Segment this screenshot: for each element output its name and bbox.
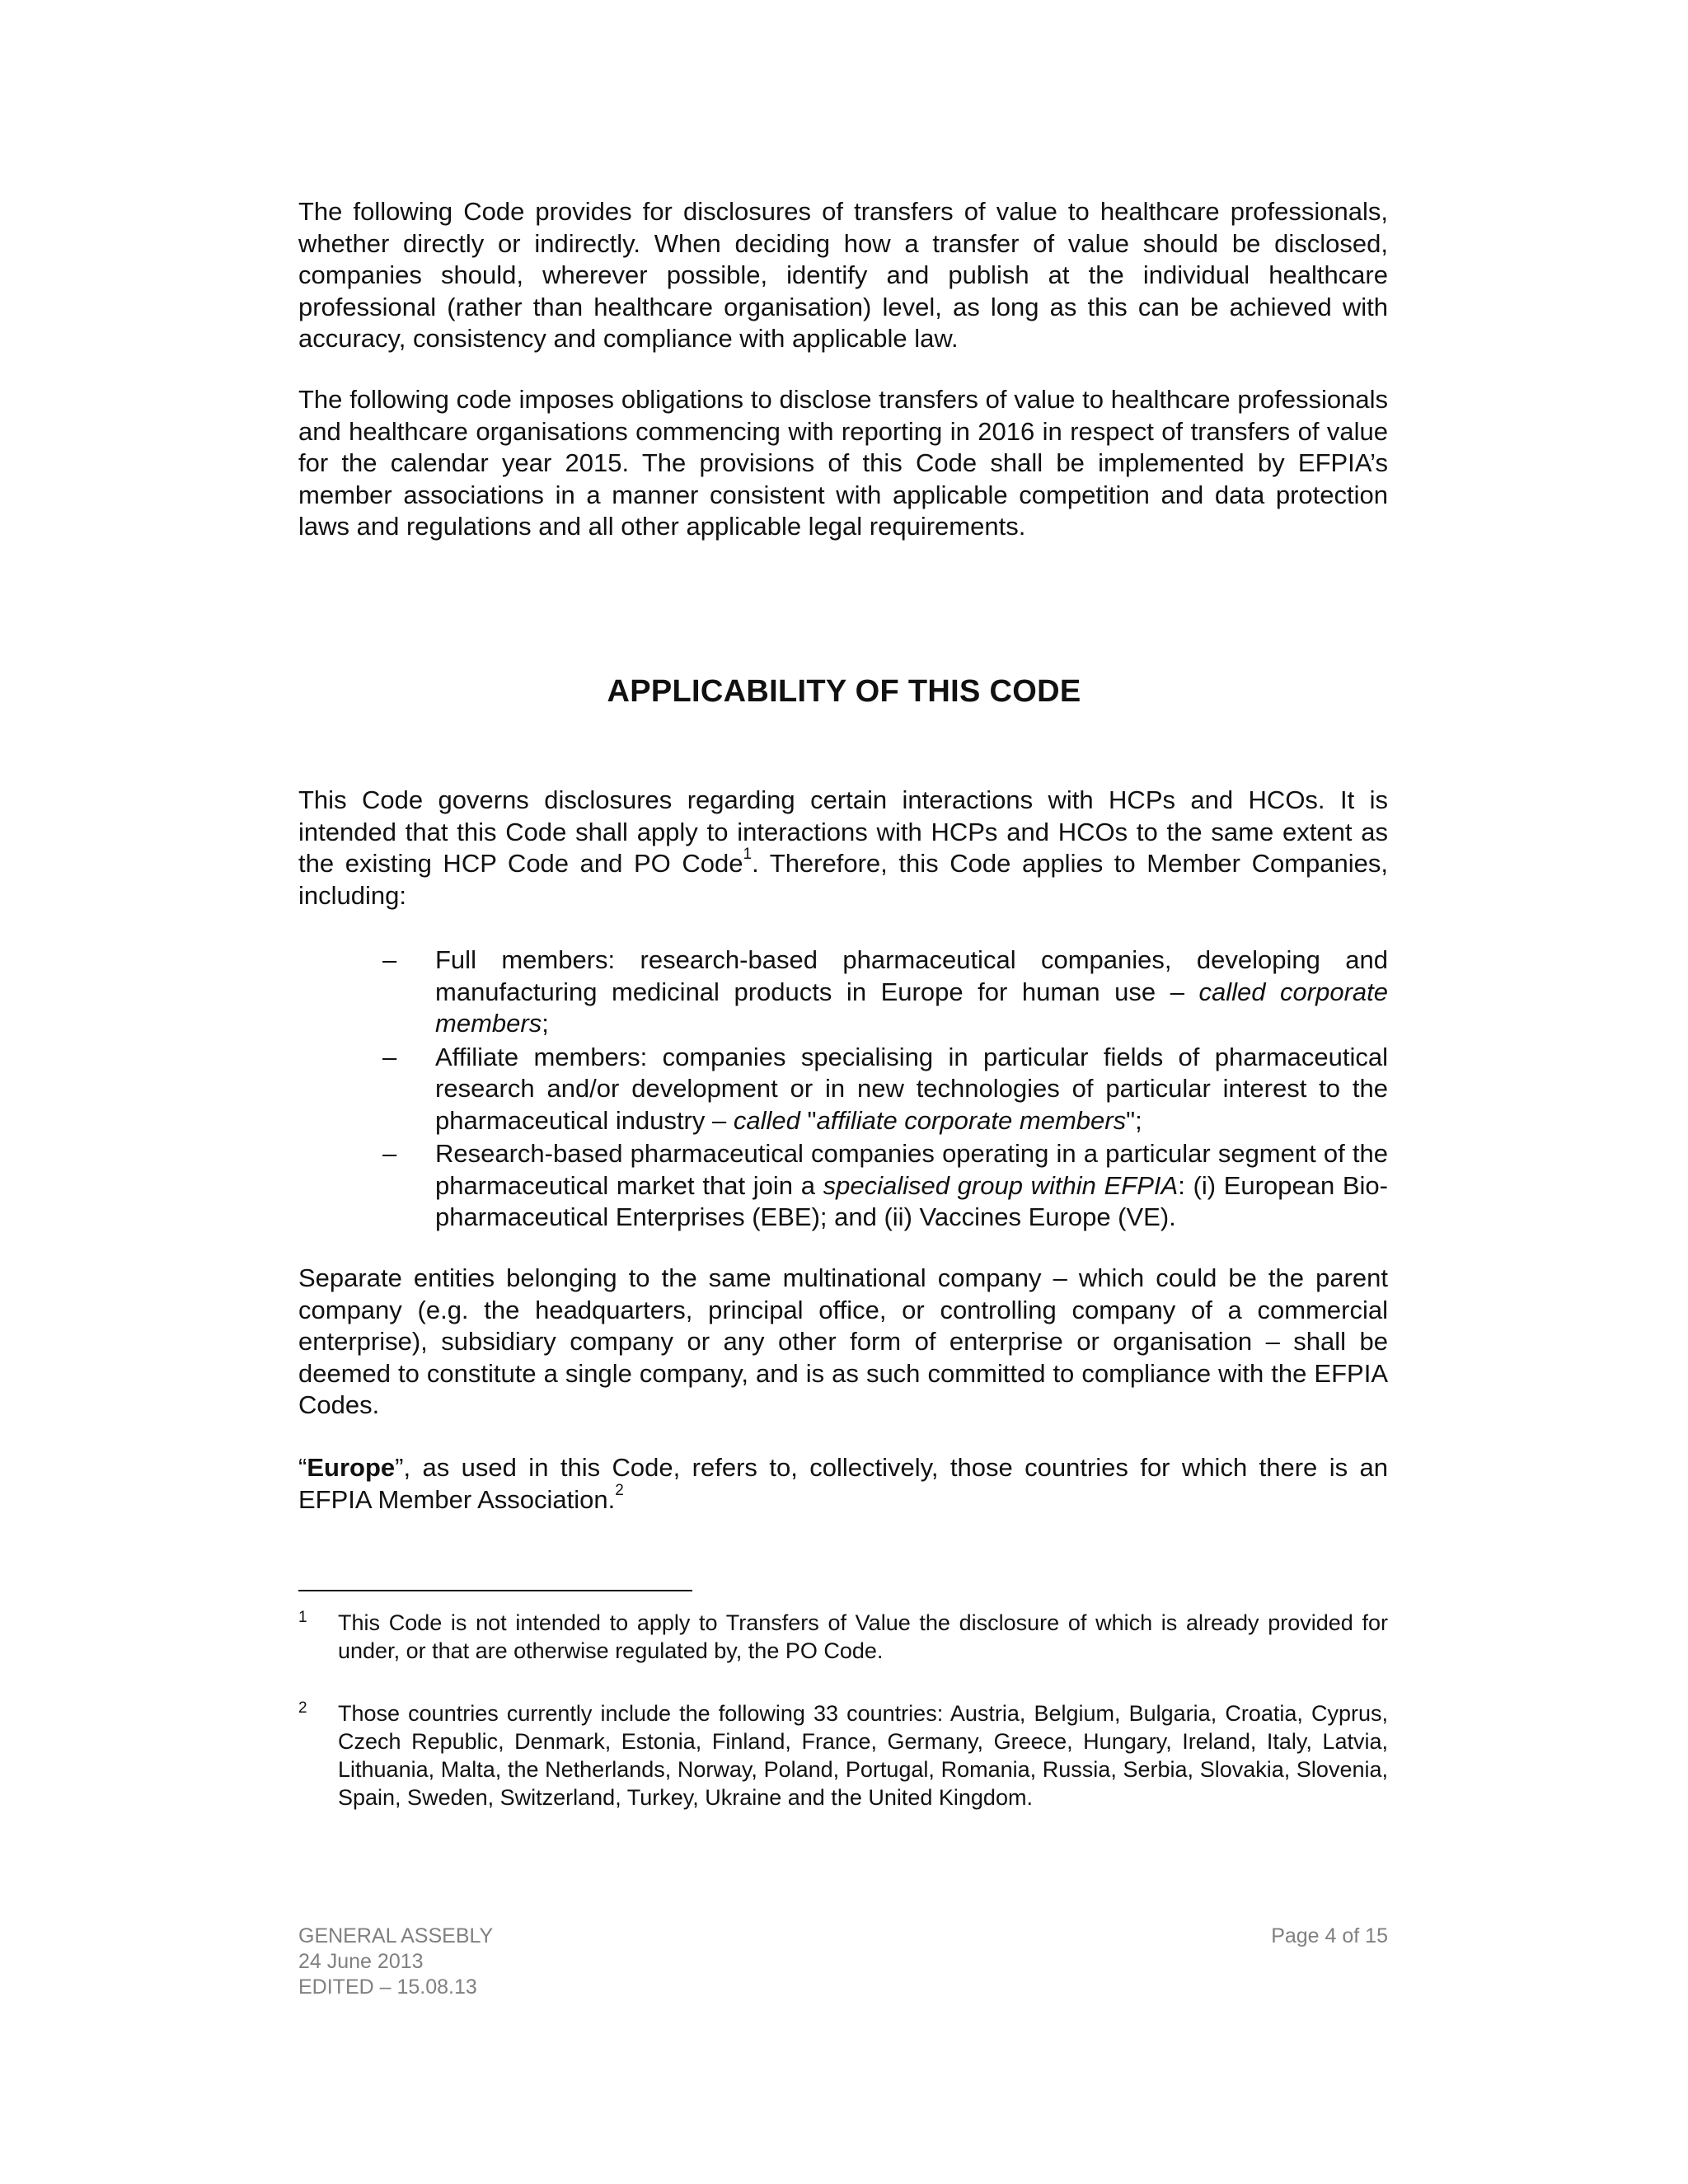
separate-entities-paragraph: Separate entities belonging to the same multinational company – which could be the parent company (e.g. the headquarters, principal office, or controlling company of a commercial enterprise), subsidiary company or any other form of enterprise or organisation – shall be deemed to constitute a single company, and is as such committed to compliance with the EFPIA Codes. [298, 1263, 1388, 1419]
list-item-text-end: ; [542, 1009, 549, 1038]
list-item-emphasis: specialised group within EFPIA [823, 1170, 1179, 1200]
member-list [298, 944, 1388, 1235]
list-item-emphasis: called corporate members [435, 977, 1388, 1038]
list-item-text: Research-based pharmaceutical companies operating in a particular segment of the pharmaceutical market that join a [435, 1139, 1388, 1200]
list-item-emphasis-2: affiliate corporate members [816, 1105, 1127, 1135]
list-item-quote-open: " [799, 1105, 817, 1135]
footnote-ref-1[interactable]: 1 [743, 846, 753, 863]
page-number: Page 4 of 15 [1271, 1924, 1388, 1947]
europe-definition-paragraph [298, 1452, 1388, 1516]
list-item-research-based [298, 1138, 1388, 1234]
intro-paragraph-1: The following Code provides for disclosures of transfers of value to healthcare professionals, whether directly or indirectly. When deciding how a transfer of value should be disclosed, companies should, wherever possible, identify and publish at the individual healthcare professional (rather than healthcare organisation) level, as long as this can be achieved with accuracy, consistency and compliance with applicable law. [298, 197, 1388, 353]
list-item-text: Affiliate members: companies specialising in particular fields of pharmaceutical research and/or development or in new technologies of particular interest to the pharmaceutical industry – [435, 1042, 1388, 1135]
list-item-affiliate-members [298, 1042, 1388, 1137]
dash-bullet: – [382, 1139, 397, 1168]
footer-assembly: GENERAL ASSEBLY [298, 1924, 494, 1947]
applicability-text-a: This Code governs disclosures regarding certain interactions with HCPs and HCOs. It is intended that this Code shall apply to interactions with HCPs and HCOs to the same extent as the existing HCP Code and PO Code [298, 785, 1388, 878]
list-item-full-members [298, 944, 1388, 1040]
list-item-text: Full members: research-based pharmaceutical companies, developing and manufacturing medicinal products in Europe for human use – [435, 945, 1388, 1006]
applicability-text-b: . Therefore, this Code applies to Member Companies, including: [298, 849, 1388, 910]
footnote-text: Those countries currently include the following 33 countries: Austria, Belgium, Bulgaria, Croatia, Cyprus, Czech Republic, Denmark, Estonia, Finland, France, Germany, Greece, Hungary, Ireland, Italy, Latvia, Lithuania, Malta, the Netherlands, Norway, Poland, Portugal, Romania, Russia, Serbia, Slovakia, Slovenia, Spain, Sweden, Switzerland, Turkey, Ukraine and the United Kingdom. [338, 1701, 1388, 1810]
footnote-ref-2[interactable]: 2 [615, 1481, 624, 1499]
quote-open: “ [298, 1453, 307, 1482]
list-item-emphasis: called [733, 1105, 800, 1135]
footer-date: 24 June 2013 [298, 1950, 424, 1973]
definition-text: ”, as used in this Code, refers to, collectively, those countries for which there is an EFPIA Member Association. [298, 1453, 1388, 1514]
list-item-text-end: "; [1126, 1105, 1142, 1135]
applicability-paragraph [298, 785, 1388, 912]
footer-edited: EDITED – 15.08.13 [298, 1975, 477, 1999]
dash-bullet: – [382, 1042, 397, 1071]
footnote-1 [298, 1609, 1388, 1665]
footnote-number: 1 [298, 1609, 307, 1626]
footnote-separator [298, 1590, 692, 1591]
section-heading: APPLICABILITY OF THIS CODE [607, 674, 1081, 709]
dash-bullet: – [382, 945, 397, 974]
page-footer-left [298, 1924, 493, 2000]
footnote-2 [298, 1699, 1388, 1811]
list-item-text-end: : (i) European Bio-pharmaceutical Enterprises (EBE); and (ii) Vaccines Europe (VE). [435, 1170, 1388, 1231]
footnote-text: This Code is not intended to apply to Transfers of Value the disclosure of which is already provided for under, or that are otherwise regulated by, the PO Code. [338, 1610, 1388, 1663]
defined-term: Europe [307, 1453, 396, 1482]
intro-paragraph-2: The following code imposes obligations to disclose transfers of value to healthcare professionals and healthcare organisations commencing with reporting in 2016 in respect of transfers of value for the calendar year 2015. The provisions of this Code shall be implemented by EFPIA’s member associations in a manner consistent with applicable competition and data protection laws and regulations and all other applicable legal requirements. [298, 385, 1388, 541]
footnote-number: 2 [298, 1699, 307, 1717]
